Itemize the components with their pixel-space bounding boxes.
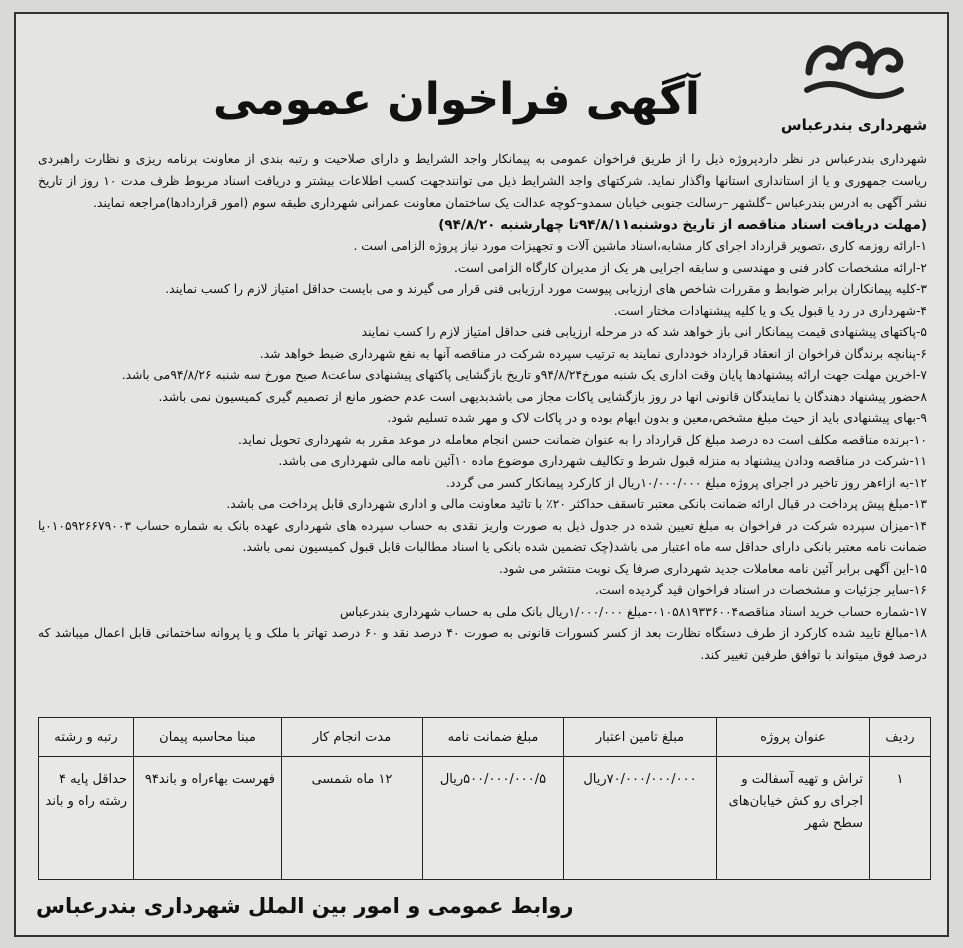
list-item: ۱۴-میزان سپرده شرکت در فراخوان به مبلغ تعیین شده در جدول ذیل به صورت واریز نقدی به حساب سپرده های شهرداری عهده بانک به شماره حساب ۰۱۰۵۹۲۶۶۷۹۰۰۳یا ضمانت نامه معتبر بانکی دارای حداقل سه ماه اعتبار می باشد(چک تضمین شده بانکی یا اسناد مطالبات قابل قبول کمیسیون نمی باشد. bbox=[38, 518, 927, 554]
cell-row-number: ۱ bbox=[870, 757, 931, 880]
list-item: ۷-اخرین مهلت جهت ارائه پیشنهادها پایان وقت اداری یک شنبه مورخ۹۴/۸/۲۴و تاریخ بازگشایی پاکتهای پیشنهادی ساعت۸ صبح مورخ سه شنبه ۹۴/۸/۲۶می باشد. bbox=[121, 368, 927, 382]
notice-page bbox=[14, 12, 949, 937]
col-header-credit-amount: مبلغ تامین اعتبار bbox=[564, 718, 717, 757]
footer-signature: روابط عمومی و امور بین الملل شهرداری بندرعباس bbox=[36, 894, 574, 918]
col-header-row-number: ردیف bbox=[870, 718, 931, 757]
list-item: ۱۷-شماره حساب خرید اسناد مناقصه۰۱۰۵۸۱۹۳۳۶۰۰۴-مبلغ ۱/۰۰۰/۰۰۰ریال بانک ملی به حساب شهرداری بندرعباس bbox=[340, 604, 927, 619]
list-item: ۳-کلیه پیمانکاران برابر ضوابط و مقررات شاخص های ارزیابی پیوست مورد ارزیابی فنی قرار می گیرند و می بایست حداقل امتیاز لازم را کسب نمایند. bbox=[165, 282, 927, 296]
list-item: ۱۱-شرکت در مناقصه ودادن پیشنهاد به منزله قبول شرط و تکالیف شهرداری موضوع ماده ۱۰آئین نامه مالی شهرداری می باشد. bbox=[278, 454, 927, 468]
list-item: ۴-شهرداری در رد یا قبول یک و یا کلیه پیشنهادات مختار است. bbox=[613, 303, 927, 318]
table-header-row bbox=[39, 718, 931, 757]
list-item: ۱۲-به ازاءهر روز تاخیر در اجرای پروژه مبلغ ۱۰/۰۰۰/۰۰۰ریال از کارکرد پیمانکار کسر می گردد. bbox=[445, 475, 927, 490]
org-name: شهرداری بندرعباس bbox=[780, 116, 928, 134]
intro-paragraph: شهرداری بندرعباس در نظر داردپروژه ذیل را از طریق فراخوان عمومی به پیمانکار واجد الشرایط و دارای صلاحیت و رتبه بندی از معاونت برنامه ریزی و نظارت راهبردی ریاست جمهوری و یا از استانداری استانها واگذار نماید. شرکتهای واجد الشرایط ذیل می توانندجهت کسب اطلاعات بیشتر و دریافت اسناد مربوط ظرف مدت ۱۰ روز از تاریخ نشر آگهی به ادرس بندرعباس –گلشهر –رسالت جنوبی خیابان سمدو–کوچه عدالت یک ساختمان معاونت عمرانی شهرداری طبقه سوم (امور قراردادها)مراجعه نمایند. bbox=[38, 152, 927, 210]
deadline-line: (مهلت دریافت اسناد مناقصه از تاریخ دوشنبه۹۴/۸/۱۱تا چهارشنبه ۹۴/۸/۲۰) bbox=[438, 217, 927, 233]
col-header-grade-field: رتبه و رشته bbox=[39, 718, 134, 757]
cell-grade-field: حداقل پایه ۴ رشته راه و باند bbox=[39, 757, 134, 880]
project-table bbox=[38, 717, 931, 880]
cell-project-title: تراش و تهیه آسفالت و اجرای رو کش خیابان‌های سطح شهر bbox=[717, 757, 870, 880]
cell-guarantee-amount: ۵۰۰/۰۰۰/۰۰۰/۵ریال bbox=[423, 757, 564, 880]
list-item: ۱-ارائه روزمه کاری ،تصویر قرارداد اجرای کار مشابه،اسناد ماشین آلات و تجهیزات مورد نیاز پروژه الزامی است . bbox=[353, 239, 927, 253]
list-item: ۱۵-این آگهی برابر آئین نامه معاملات جدید شهرداری صرفا یک نوبت منتشر می شود. bbox=[498, 561, 927, 576]
list-item: ۶-پنانچه برندگان فراخوان از انعقاد قرارداد خودداری نمایند به ترتیب سپرده شرکت در مناقصه آنها به نفع شهرداری ضبط خواهد شد. bbox=[259, 346, 927, 361]
col-header-duration: مدت انجام کار bbox=[282, 718, 423, 757]
col-header-project-title: عنوان پروژه bbox=[717, 718, 870, 757]
list-item: ۸حضور پیشنهاد دهندگان یا نمایندگان قانونی انها در روز بازگشایی پاکات مجاز می باشدبدیهی است عدم حضور مانع از تصمیم گیری کمیسیون نمی باشد. bbox=[158, 389, 927, 404]
col-header-guarantee-amount: مبلغ ضمانت نامه bbox=[423, 718, 564, 757]
page-title: آگهی فراخوان عمومی bbox=[213, 74, 700, 125]
cell-contract-basis: فهرست بهاءراه و باند۹۴ bbox=[134, 757, 282, 880]
list-item: ۱۸-مبالغ تایید شده کارکرد از طرف دستگاه نظارت بعد از کسر کسورات قانونی به صورت ۴۰ درصد نقد و ۶۰ درصد تهاتر با ملک و یا پروانه ساختمانی قابل اعمال میباشد که درصد فوق میتواند با توافق طرفین تغییر کند. bbox=[38, 626, 927, 662]
cell-duration: ۱۲ ماه شمسی bbox=[282, 757, 423, 880]
list-item: ۱۰-برنده مناقصه مکلف است ده درصد مبلغ کل قرارداد را به عنوان ضمانت حسن انجام معامله در موعد مقرر به شهرداری تحویل نماید. bbox=[237, 432, 927, 447]
list-item: ۵-پاکتهای پیشنهادی قیمت پیمانکار انی باز خواهد شد که در مرحله ارزیابی فنی حداقل امتیاز لازم را کسب نمایند bbox=[361, 325, 927, 339]
waves-logo-icon bbox=[799, 32, 909, 112]
cell-credit-amount: ۷۰/۰۰۰/۰۰۰/۰۰۰ریال bbox=[564, 757, 717, 880]
municipality-logo bbox=[779, 32, 929, 152]
conditions-list bbox=[38, 236, 927, 666]
list-item: ۱۳-مبلغ پیش پرداخت در قبال ارائه ضمانت بانکی معتبر تاسقف حداکثر ۲۰٪ با تائید معاونت مالی و اداری شهرداری قابل پرداخت می باشد. bbox=[226, 497, 927, 511]
list-item: ۹-بهای پیشنهادی باید از حیث مبلغ مشخص،معین و بدون ابهام بوده و در پاکات لاک و مهر شده تسلیم شود. bbox=[387, 411, 927, 425]
table-row bbox=[39, 757, 931, 880]
col-header-contract-basis: مبنا محاسبه پیمان bbox=[134, 718, 282, 757]
list-item: ۱۶-سایر جزئیات و مشخصات در اسناد فراخوان قید گردیده است. bbox=[594, 583, 927, 597]
notice-body bbox=[38, 148, 927, 666]
list-item: ۲-ارائه مشخصات کادر فنی و مهندسی و سابقه اجرایی هر یک از مدیران کارگاه الزامی است. bbox=[453, 260, 927, 275]
